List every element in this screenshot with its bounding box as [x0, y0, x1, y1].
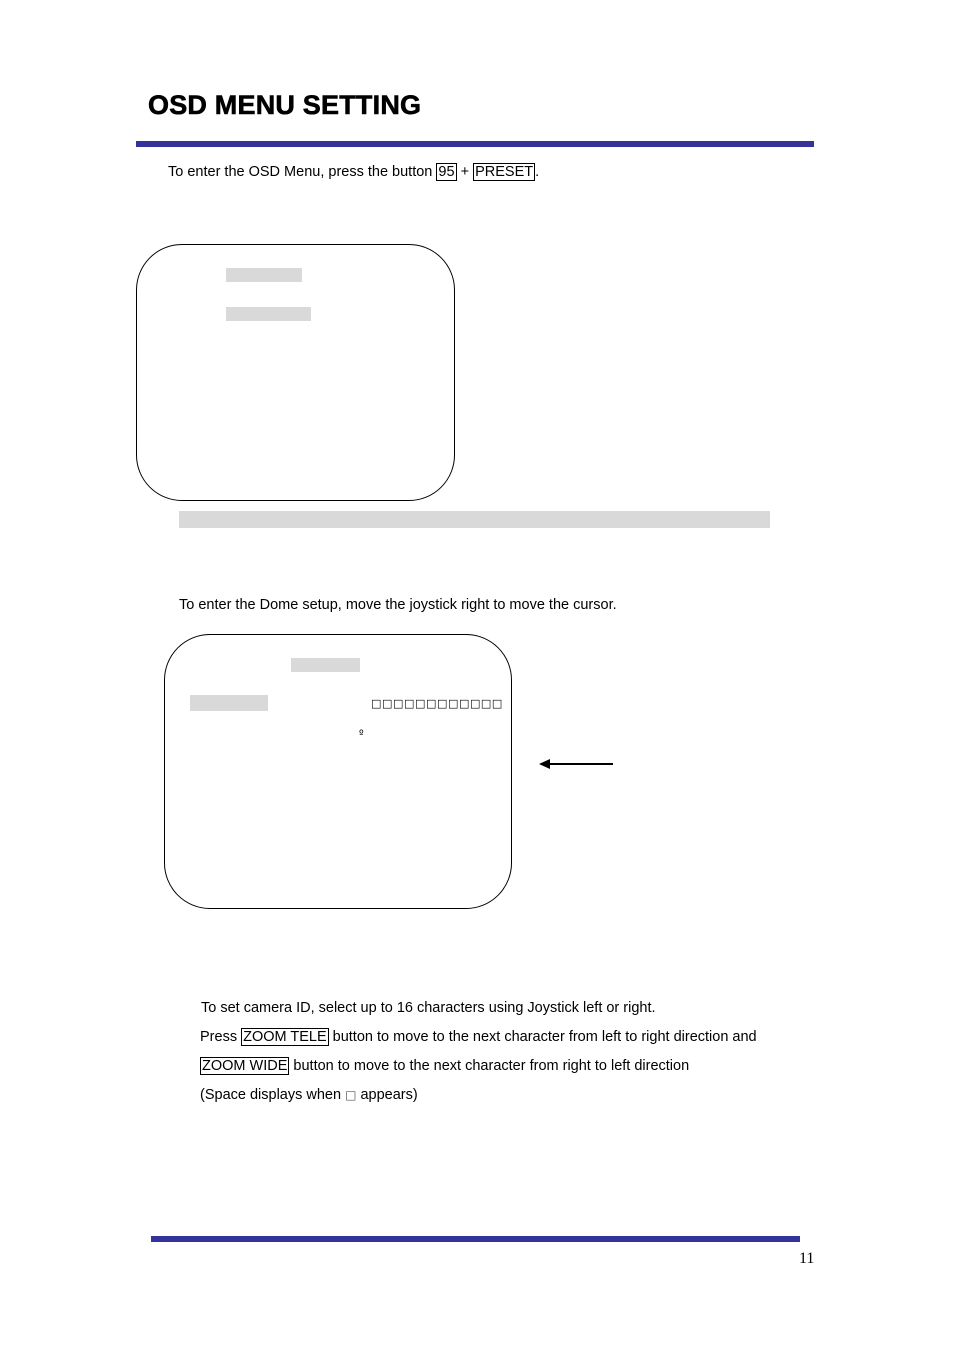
setup-highlight-title: [291, 658, 360, 672]
setup-highlight-cursor: [190, 695, 268, 711]
osd-dome-setup-screen: [164, 634, 512, 909]
menu-highlight-1: [226, 268, 302, 282]
space-symbol: □: [345, 1088, 357, 1102]
camera-id-line-1: To set camera ID, select up to 16 characters using Joystick left or right.: [201, 1000, 656, 1016]
intro-suffix: .: [535, 164, 540, 180]
camera-id-line-4: [200, 1087, 418, 1104]
key-zoom-wide: ZOOM WIDE: [202, 1058, 288, 1074]
intro-prefix: To enter the OSD Menu, press the button: [168, 164, 437, 180]
page-number: 11: [799, 1250, 815, 1267]
intro-text: [168, 164, 539, 181]
menu-highlight-2: [226, 307, 311, 321]
osd-main-menu-screen: [136, 244, 455, 501]
caption-bar: [179, 511, 770, 528]
line2-prefix: Press: [200, 1029, 242, 1045]
camera-id-line-2: [200, 1029, 757, 1046]
key-95: 95: [438, 164, 455, 180]
header-rule: [136, 141, 814, 147]
footer-rule: [151, 1236, 800, 1242]
camera-id-placeholder: □□□□□□□□□□□□: [371, 697, 503, 710]
intro-plus: +: [456, 164, 474, 180]
degree-symbol: º: [359, 729, 364, 740]
key-zoom-tele: ZOOM TELE: [243, 1029, 327, 1045]
dome-setup-instruction: To enter the Dome setup, move the joystick right to move the cursor.: [179, 597, 617, 613]
arrow-left-icon: [536, 756, 616, 772]
camera-id-line-3: [200, 1058, 689, 1075]
line4-suffix: appears): [356, 1087, 418, 1103]
line4-prefix: (Space displays when: [200, 1087, 346, 1103]
page-title: OSD MENU SETTING: [148, 90, 422, 120]
line3-suffix: button to move to the next character from right to left direction: [289, 1058, 690, 1074]
key-preset: PRESET: [475, 164, 534, 180]
line2-suffix: button to move to the next character from left to right direction and: [328, 1029, 757, 1045]
